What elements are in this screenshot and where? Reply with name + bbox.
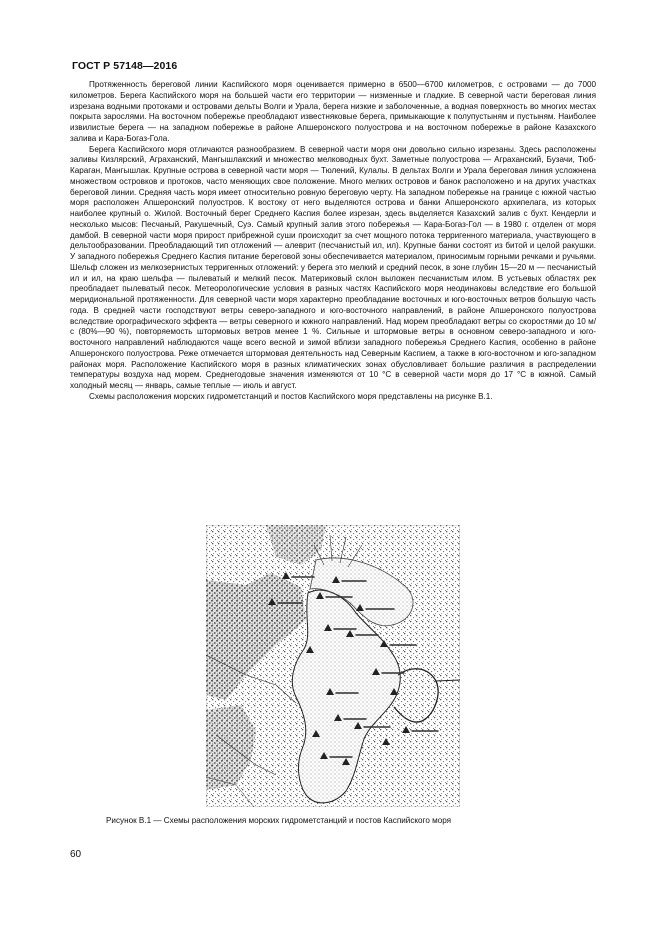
paragraph-coast-diversity: Берега Каспийского моря отличаются разнообразием. В северной части моря они довольно сильно изрезаны. Здесь расположены заливы Кизлярский, Аграханский, Мангышлакский и множество мелководных бухт. Заметные полуострова — Аграханский, Бузачи, Тюб-Караган, Мангышлак. Крупные острова в северной части моря — Тюлений, Кулалы. В дельтах Волги и Урала береговая линия усложнена множеством островков и протоков, часто меняющих свое положение. Много мелких островов и банок расположено и на других участках береговой линии. Средняя часть моря имеет относительно ровную береговую черту. На западном побережье на границе с южной частью моря расположен Апшеронский полуостров. К востоку от него выделяются острова и банки Апшеронского архипелага, из которых наиболее крупный о. Жилой. Восточный берег Среднего Каспия более изрезан, здесь выделяется Казахский залив с бухт. Кендерли и несколько мысов: Песчаный, Ракушечный, Суэ. Самый крупный залив этого побережья — Кара-Богаз-Гол — в 1980 г. отделен от моря дамбой. В северной части моря прирост прибрежной суши происходит за счет мощного потока терригенного материала, участвующего в дельтообразовании. Преобладающий тип отложений — алеврит (песчанистый ил, ил). Крупные банки состоят из битой и целой ракушки. У западного побережья Среднего Каспия питание береговой зоны обеспечивается материалом, приносимым горными речками и ручьями. Шельф сложен из мелкозернистых терригенных отложений: у берега это мелкий и средний песок, в зоне глубин 15—20 м — песчанистый ил и ил, на краю шельфа — пылеватый и мелкий песок. Материковый склон выложен песчанистым илом. В устьевых областях рек преобладает пылеватый песок. Метеорологические условия в разных частях Каспийского моря неодинаковы вследствие его большой меридиональной протяженности. Для северной части моря характерно преобладание восточных и юго-восточных ветров большую часть года. В средней части господствуют ветры северо-западного и юго-восточного направлений, в районе Апшеронского полуострова вследствие орографического эффекта — ветры северного и южного направлений. Над морем преобладают ветры со скоростями до 10 м/с (80%—90 %), повторяемость штормовых ветров менее 1 %. Сильные и штормовые ветры в основном северо-западного и юго-восточного направлений наблюдаются чаще всего весной и зимой вблизи западного побережья Среднего Каспия, особенно в районе Апшеронского полуострова. Реже отмечается штормовая деятельность над Северным Каспием, а также в юго-восточном и юго-западном районах моря. Расположение Каспийского моря в разных климатических зонах обусловливает большие различия в распределении температуры воздуха над морем. Среднегодовые значения изменяются от 10 °С в северной части моря до 17 °С в южной. Самый холодный месяц — январь, самые теплые — июль и август. [70,144,596,390]
figure-caption: Рисунок В.1 — Схемы расположения морских гидрометстанций и постов Каспийского моря [106,816,452,825]
caspian-stations-map [206,525,460,807]
standard-header: ГОСТ Р 57148—2016 [72,60,178,72]
body-text [70,80,596,403]
paragraph-coastline-length: Протяженность береговой линии Каспийского моря оценивается примерно в 6500—6700 километров, с островами — до 7000 километров. Берега Каспийского моря на большей части его территории — низменные и гладкие. В северной части береговая линия изрезана водными протоками и островами дельты Волги и Урала, берега низкие и заболоченные, а водная поверхность во многих местах покрыта зарослями. На восточном побережье преобладают известняковые берега, примыкающие к полупустыням и пустыням. Наиболее извилистые берега — на западном побережье в районе Апшеронского полуострова и на восточном побережье в районе Казахского залива и Кара-Богаз-Гола. [70,80,596,143]
page-number: 60 [70,849,82,860]
paragraph-figure-reference: Схемы расположения морских гидрометстанций и постов Каспийского моря представлены на рисунке В.1. [89,391,493,401]
